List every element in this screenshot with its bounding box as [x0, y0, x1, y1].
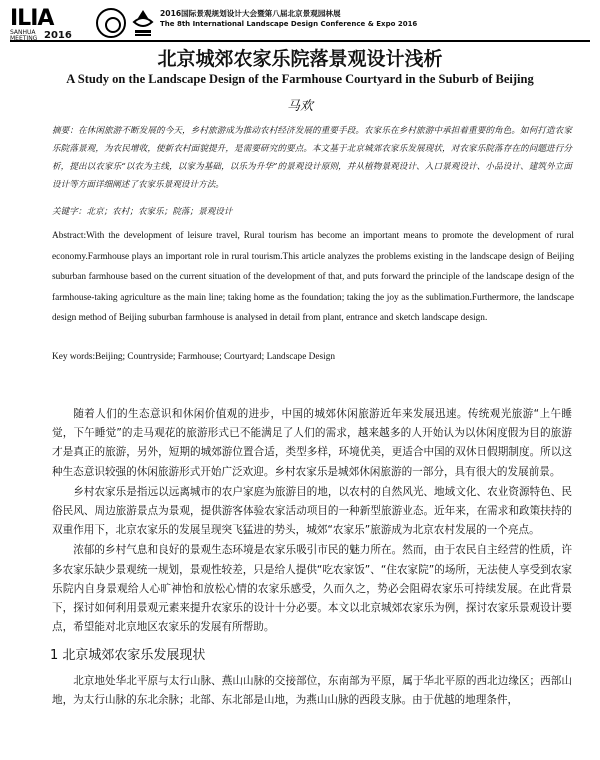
abstract-cn-text: 在休闲旅游不断发展的今天，乡村旅游成为推动农村经济发展的重要手段。农家乐在乡村旅游中承担着重要的角色。如何打造农家乐院落景观，为农民增收，使新农村面貌提升，是需要研究的要点。本文基于北京城郊农家乐发展现状，对农家乐院落存在的问题进行分析，提出以农家乐“以农为主线，以家为基础，以乐为升华”的景观设计原则，并从植物景观设计、入口景观设计、小品设计、建筑外立面设计等方面详细阐述了农家乐景观设计方法。: [52, 126, 572, 190]
paper-title-cn: 北京城郊农家乐院落景观设计浅析: [157, 48, 443, 70]
body-paragraph: 乡村农家乐是指远以远离城市的农户家庭为旅游目的地，以农村的自然风光、地域文化、农业资源特色、民俗民风、周边旅游景点为景观，提供游客体验农家活动项目的一种新型旅游业态。近年来，在需求和政策扶持的双重作用下，北京农家乐的发展呈现突飞猛进的势头，城郊“农家乐”旅游成为北京农村发展的一个亮点。: [52, 485, 572, 537]
expo-emblem-icon: [130, 8, 156, 38]
keywords-cn: [52, 205, 572, 217]
abstract-en-label: Abstract:: [52, 231, 87, 241]
abstract-cn: [52, 122, 572, 194]
author-name: 马欢: [286, 99, 313, 114]
header-rule: [10, 40, 590, 42]
ilia-logo: ILIA: [10, 6, 54, 31]
logo-subtitle: SANHUA MEETING: [10, 29, 38, 42]
keywords-en-text: Beijing; Countryside; Farmhouse; Courtyard; Landscape Design: [95, 352, 335, 362]
conference-header: [10, 6, 590, 42]
abstract-cn-label: 摘要：: [52, 126, 79, 136]
body-paragraph: 随着人们的生态意识和休闲价值观的进步，中国的城郊休闲旅游近年来发展迅速。传统观光旅游“上午睡觉，下午睡觉”的走马观花的旅游形式已不能满足了人们的需求，越来越多的人开始认为以休闲度假为目的旅游才是真正的旅游，另外，短期的城郊游位置合适，类型多样，环境优美，更适合中国的双休日假期制度。所以这种生态意识较强的休闲旅游形式开始广泛欢迎。乡村农家乐是城郊休闲旅游的一部分，具有很大的发展前景。: [52, 408, 572, 478]
logo-year: 2016: [44, 30, 72, 41]
paper-title-en: A Study on the Landscape Design of the Farmhouse Courtyard in the Suburb of Beijing: [66, 72, 534, 86]
keywords-cn-text: 北京；农村；农家乐；院落；景观设计: [86, 207, 233, 217]
keywords-en: [52, 352, 572, 362]
abstract-en: [52, 226, 574, 329]
keywords-en-label: Key words:: [52, 352, 96, 362]
conference-title-en: The 8th International Landscape Design Conference & Expo 2016: [160, 20, 418, 28]
round-emblem-icon: [96, 8, 126, 38]
abstract-en-text: With the development of leisure travel, Rural tourism has become an important means to promote the development of rural economy.Farmhouse plays an important role in rural tourism.This article analyzes the problems existing in the landscape design of Beijing suburban farmhouse based on the current situation of the development of that, and puts forward the principle of the landscape design of the farmhouse-taking agriculture as the main line; taking home as the foundation; taking the joy as the sublimation.Furthermore, the landscape design method of Beijing suburban farmhouse is analysed in detail from plant, entrance and sketch landscape design.: [52, 231, 574, 323]
body-paragraph: 浓郁的乡村气息和良好的景观生态环境是农家乐吸引市民的魅力所在。然而，由于农民自主经营的性质，许多农家乐缺少景观统一规划，景观性较差，只是给人提供“吃农家饭”、“住农家院”的场所，无法使人享受到农家乐院内自身景观给人心旷神怡和放松心情的农家乐感受，久而久之，势必会阻碍农家乐可持续发展。在此背景下，探讨如何利用景观元素来提升农家乐的设计十分必要。本文以北京城郊农家乐为例，探讨农家乐景观设计要点，希望能对北京地区农家乐的发展有所帮助。: [52, 544, 572, 634]
body-paragraph: 北京地处华北平原与太行山脉、燕山山脉的交接部位，东南部为平原，属于华北平原的西北边缘区；西部山地，为太行山脉的东北余脉；北部、东北部是山地，为燕山山脉的西段支脉。由于优越的地理条件，: [52, 674, 572, 706]
conference-title-cn: 2016国际景观规划设计大会暨第八届北京景观园林展: [160, 9, 341, 18]
keywords-cn-label: 关键字：: [52, 207, 87, 217]
body-text: [52, 405, 572, 711]
section-heading: 1 北京城郊农家乐发展现状: [50, 648, 206, 664]
